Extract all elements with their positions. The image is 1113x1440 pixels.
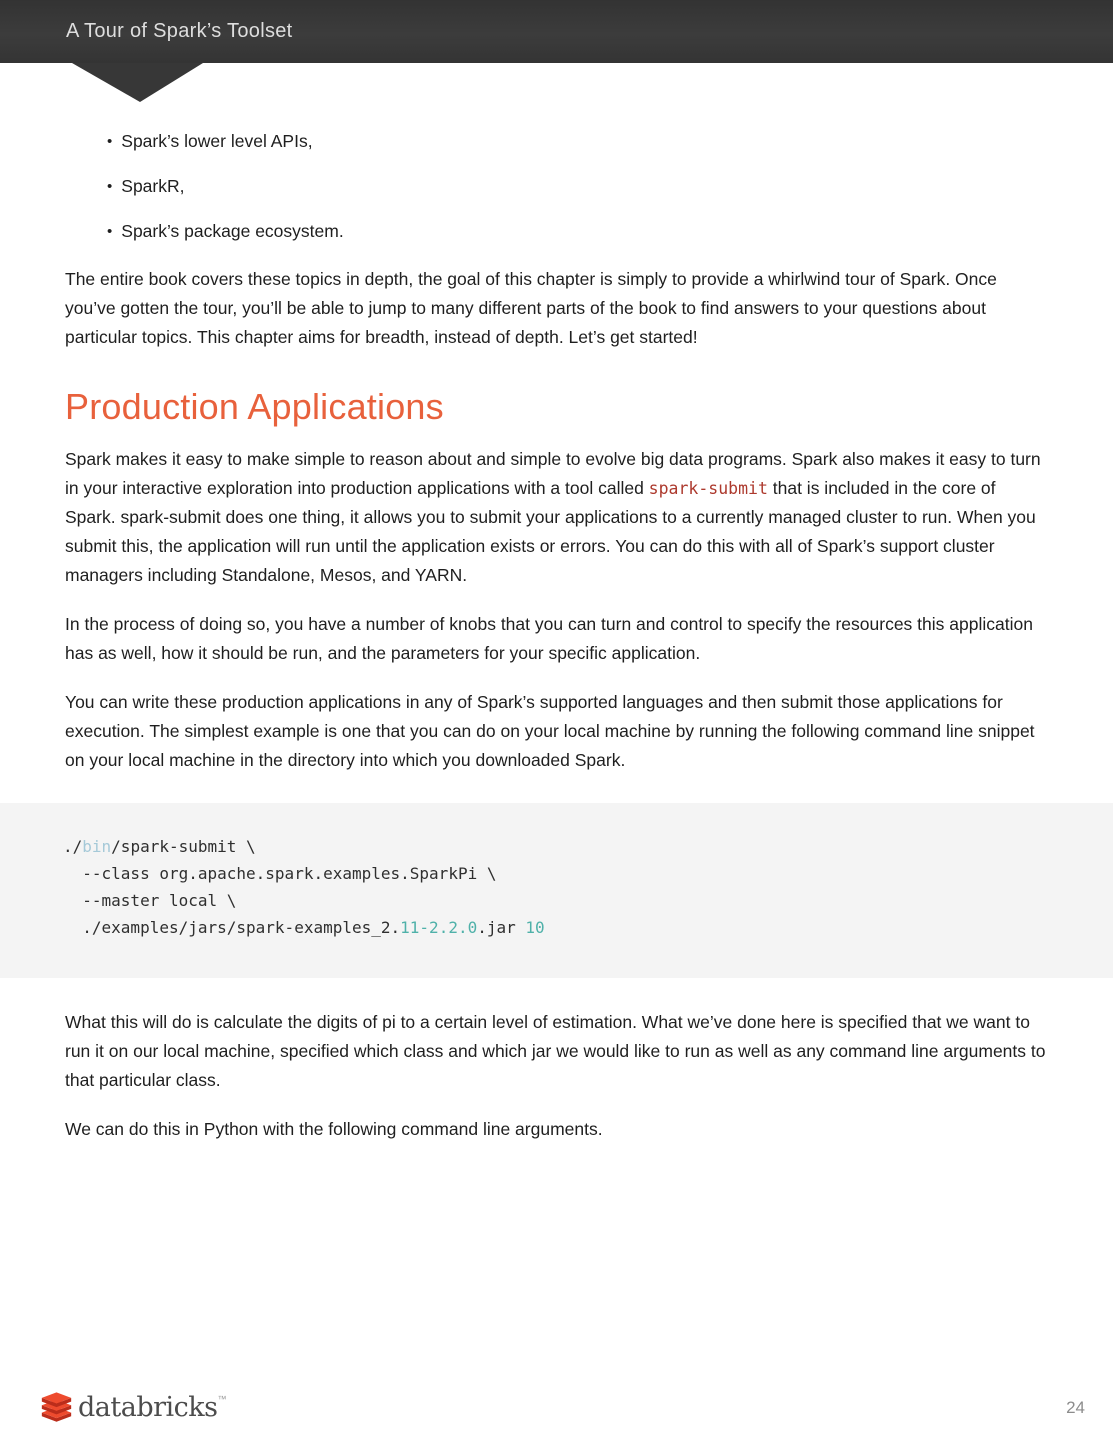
paragraph-pi-explanation: What this will do is calculate the digits of pi to a certain level of estimation. What we’ve done here is specified that we want to run it on our local machine, specified which class and which jar we would like to run as well as any command line arguments to that particular class. bbox=[65, 1012, 1046, 1090]
bullet-icon: • bbox=[107, 133, 113, 150]
code-block-spark-submit-command bbox=[0, 803, 1113, 978]
header-pointer-arrow bbox=[72, 63, 203, 102]
code-token-plain: /spark-submit \ bbox=[111, 837, 256, 856]
bullet-icon: • bbox=[107, 223, 113, 240]
paragraph-overview: The entire book covers these topics in depth, the goal of this chapter is simply to provide a whirlwind tour of Spark. Once you’ve gotten the tour, you’ll be able to jump to many different parts of the book to find answers to your questions about particular topics. This chapter aims for breadth, instead of depth. Let’s get started! bbox=[65, 269, 997, 347]
code-token-plain: ./ bbox=[63, 837, 83, 856]
list-item bbox=[107, 217, 1048, 247]
chapter-header-banner bbox=[0, 0, 1113, 63]
chapter-title: A Tour of Spark’s Toolset bbox=[66, 20, 293, 42]
databricks-stacked-layers-icon bbox=[40, 1392, 73, 1424]
list-item bbox=[107, 172, 1048, 202]
paragraph-python-note: We can do this in Python with the following command line arguments. bbox=[65, 1119, 603, 1139]
databricks-logo bbox=[40, 1392, 227, 1424]
section-heading-production-applications: Production Applications bbox=[65, 386, 444, 427]
code-token-plain: --master local \ bbox=[63, 891, 237, 910]
paragraph-languages: You can write these production applications in any of Spark’s supported languages and then submit those applications for execution. The simplest example is one that you can do on your local machine by running the following command line snippet on your local machine in the directory into which you downloaded Spark. bbox=[65, 692, 1035, 770]
page-number: 24 bbox=[1066, 1398, 1085, 1417]
code-line bbox=[63, 860, 1048, 887]
list-item-label: Spark’s package ecosystem. bbox=[121, 221, 344, 241]
code-token-teal: 11-2.2.0 bbox=[400, 918, 478, 937]
page-content-continued bbox=[0, 1008, 1113, 1144]
paragraph-text-after-code: that is included in the core of Spark. spark-submit does one thing, it allows you to submit your applications to a currently managed cluster to run. When you submit this, the application will run until the application exists or errors. You can do this with all of Spark’s support cluster managers including Standalone, Mesos, and YARN. bbox=[65, 478, 1036, 585]
list-item bbox=[107, 127, 1048, 157]
bullet-list bbox=[65, 127, 1048, 247]
databricks-logo-text: databricks bbox=[78, 1392, 218, 1423]
code-line bbox=[63, 887, 1048, 914]
list-item-label: SparkR, bbox=[121, 176, 185, 196]
code-token-teal: 10 bbox=[525, 918, 545, 937]
paragraph-knobs: In the process of doing so, you have a number of knobs that you can turn and control to specify the resources this application has as well, how it should be run, and the parameters for your specific application. bbox=[65, 614, 1033, 663]
code-token-blue: bin bbox=[82, 837, 112, 856]
bullet-icon: • bbox=[107, 178, 113, 195]
list-item-label: Spark’s lower level APIs, bbox=[121, 131, 313, 151]
code-token-plain: ./examples/jars/spark-examples_2. bbox=[63, 918, 401, 937]
paragraph-spark-submit-intro bbox=[65, 445, 1048, 590]
paragraph-text-before-code: Spark makes it easy to make simple to reason about and simple to evolve big data programs. Spark also makes it easy to turn in your interactive exploration into production applications with a tool called bbox=[65, 449, 1041, 498]
code-line bbox=[63, 914, 1048, 941]
code-line bbox=[63, 833, 1048, 860]
code-token-plain: .jar bbox=[477, 918, 526, 937]
page-footer bbox=[0, 1376, 1113, 1440]
trademark-mark: ™ bbox=[217, 1394, 227, 1404]
inline-code-spark-submit: spark-submit bbox=[648, 479, 768, 498]
code-token-plain: --class org.apache.spark.examples.SparkPi \ bbox=[63, 864, 497, 883]
page-content bbox=[0, 127, 1113, 775]
